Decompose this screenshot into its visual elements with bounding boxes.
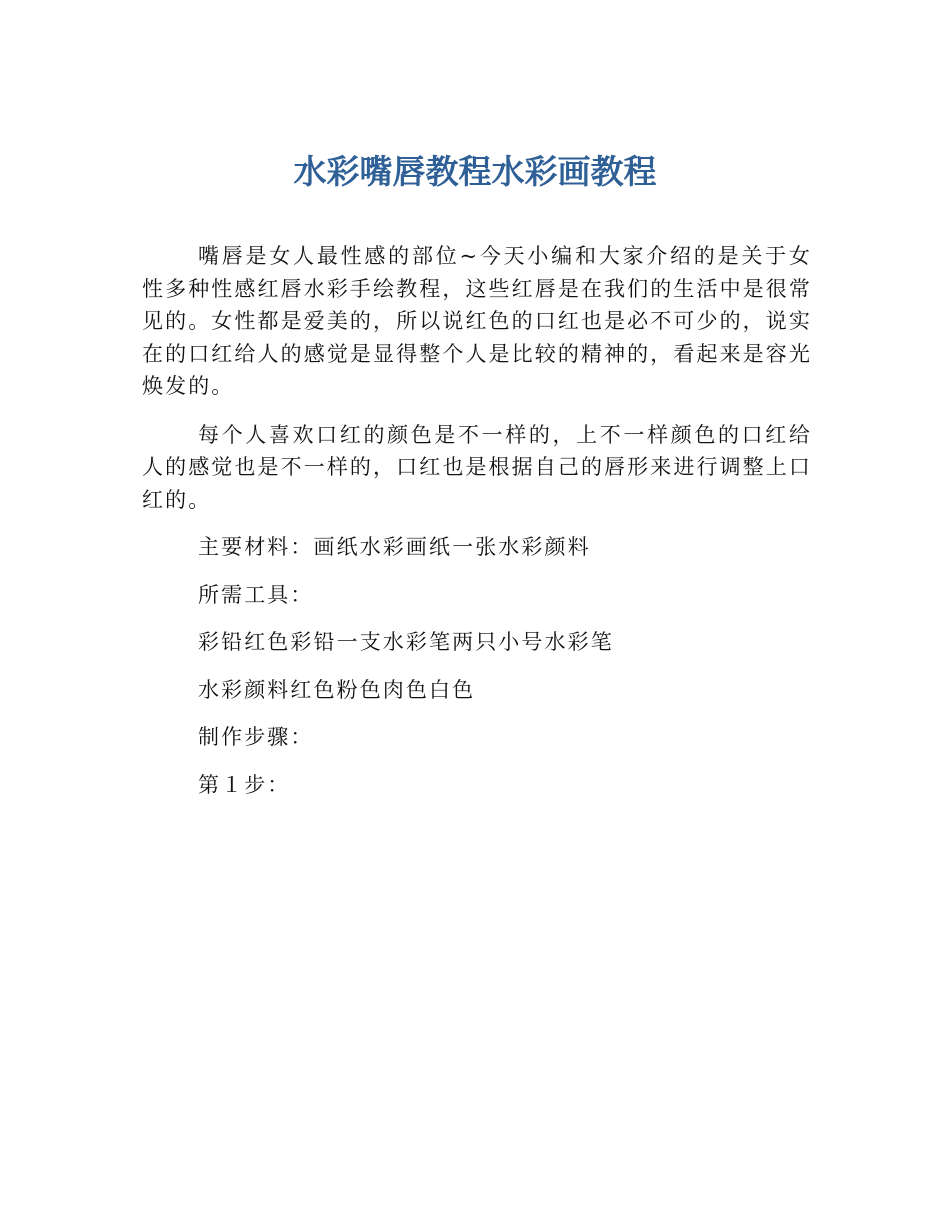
- materials-line: 主要材料：画纸水彩画纸一张水彩颜料: [198, 535, 591, 559]
- intro-paragraph: 嘴唇是女人最性感的部位~今天小编和大家介绍的是关于女性多种性感红唇水彩手绘教程，这些红唇是在我们的生活中是很常见的。女性都是爱美的，所以说红色的口红也是必不可少的，说实在的口红给人的感觉是显得整个人是比较的精神的，看起来是容光焕发的。: [142, 244, 812, 398]
- steps-heading: 制作步骤：: [198, 725, 314, 749]
- paint-colors-line: 水彩颜料红色粉色肉色白色: [198, 677, 476, 702]
- step-1-label: 第１步：: [198, 772, 291, 797]
- tools-heading: 所需工具：: [198, 582, 314, 607]
- pencil-tools-line: 彩铅红色彩铅一支水彩笔两只小号水彩笔: [198, 630, 614, 654]
- document-body: [142, 240, 812, 816]
- document-title: 水彩嘴唇教程水彩画教程: [293, 152, 657, 191]
- lipstick-paragraph: 每个人喜欢口红的颜色是不一样的，上不一样颜色的口红给人的感觉也是不一样的，口红也是根据自己的唇形来进行调整上口红的。: [142, 422, 812, 512]
